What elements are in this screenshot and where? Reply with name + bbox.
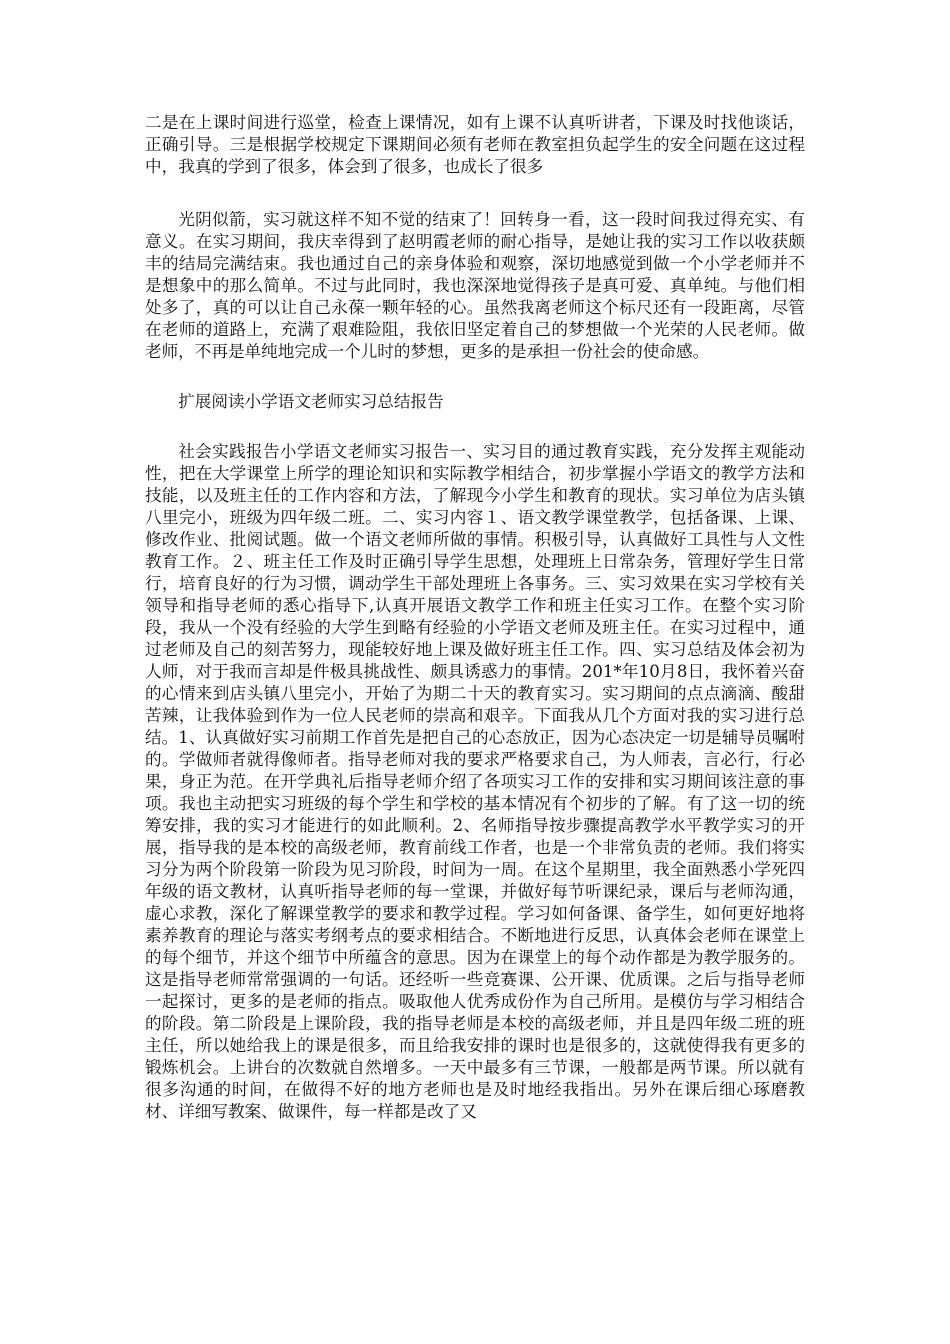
- paragraph-reflection: 光阴似箭，实习就这样不知不觉的结束了！回转身一看，这一段时间我过得充实、有意义。在实习期间，我庆幸得到了赵明霞老师的耐心指导，是她让我的实习工作以收获颇丰的结局完满结束。我也通过自己的亲身体验和观察，深切地感觉到做一个小学老师并不是想象中的那么简单。不过与此同时，我也深深地觉得孩子是真可爱、真单纯。与他们相处多了，真的可以让自己永葆一颗年轻的心。虽然我离老师这个标尺还有一段距离，尽管在老师的道路上，充满了艰难险阻，我依旧坚定着自己的梦想做一个光荣的人民老师。做老师，不再是单纯地完成一个儿时的梦想，更多的是承担一份社会的使命感。: [145, 210, 805, 361]
- paragraph-spacer: [145, 413, 805, 441]
- paragraph-spacer: [145, 363, 805, 391]
- paragraph-spacer: [145, 178, 805, 209]
- paragraph-inspection: 二是在上课时间进行巡堂，检查上课情况，如有上课不认真听讲者，下课及时找他谈话，正确引导。三是根据学校规定下课期间必须有老师在教室担负起学生的安全问题在这过程中，我真的学到了很多，体会到了很多，也成长了很多: [145, 113, 805, 176]
- paragraph-report: 社会实践报告小学语文老师实习报告一、实习目的通过教育实践，充分发挥主观能动性，把在大学课堂上所学的理论知识和实际教学相结合，初步掌握小学语文的教学方法和技能，以及班主任的工作内容和方法，了解现今小学生和教育的现状。实习单位为店头镇八里完小，班级为四年级二班。二、实习内容１、语文教学课堂教学，包括备课、上课、修改作业、批阅试题。做一个语文老师所做的事情。积极引导，认真做好工具性与人文性教育工作。２、班主任工作及时正确引导学生思想，处理班上日常杂务，管理好学生日常行，培育良好的行为习惯，调动学生干部处理班上各事务。三、实习效果在实习学校有关领导和指导老师的悉心指导下,认真开展语文教学工作和班主任实习工作。在整个实习阶段，我从一个没有经验的大学生到略有经验的小学语文老师及班主任。在实习过程中，通过老师及自己的刻苦努力，现能较好地上课及做好班主任工作。四、实习总结及体会初为人师，对于我而言却是件极具挑战性、颇具诱惑力的事情。201*年10月8日，我怀着兴奋的心情来到店头镇八里完小，开始了为期二十天的教育实习。实习期间的点点滴滴、酸甜苦辣，让我体验到作为一位人民老师的崇高和艰辛。下面我从几个方面对我的实习进行总结。1、认真做好实习前期工作首先是把自己的心态放正，因为心态决定一切是辅导员嘱咐的。学做师者就得像师者。指导老师对我的要求严格要求自己，为人师表，言必行，行必果，身正为范。在开学典礼后指导老师介绍了各项实习工作的安排和实习期间该注意的事项。我也主动把实习班级的每个学生和学校的基本情况有个初步的了解。有了这一切的统筹安排，我的实习才能进行的如此顺利。2、名师指导按步骤提高教学水平教学实习的开展，指导我的是本校的高级老师，教育前线工作者，也是一个非常负责的老师。我们将实习分为两个阶段第一阶段为见习阶段，时间为一周。在这个星期里，我全面熟悉小学死四年级的语文教材，认真听指导老师的每一堂课，并做好每节听课纪录，课后与老师沟通，虚心求教，深化了解课堂教学的要求和教学过程。学习如何备课、备学生，如何更好地将素养教育的理论与落实考纲考点的要求相结合。不断地进行反思，认真体会老师在课堂上的每个细节，并这个细节中所蕴含的意思。因为在课堂上的每个动作都是为教学服务的。这是指导老师常常强调的一句话。还经听一些竞赛课、公开课、优质课。之后与指导老师一起探讨，更多的是老师的指点。吸取他人优秀成份作为自己所用。是模仿与学习相结合的阶段。第二阶段是上课阶段，我的指导老师是本校的高级老师，并且是四年级二班的班主任，所以她给我上的课是很多，而且给我安排的课时也是很多的，这就使得我有更多的锻炼机会。上讲台的次数就自然增多。一天中最多有三节课，一般都是两节课。所以就有很多沟通的时间，在做得不好的地方老师也是及时地经我指出。另外在课后细心琢磨教材、详细写教案、做课件，每一样都是改了又: [145, 442, 805, 1121]
- document-body: [145, 112, 805, 1123]
- section-heading: 扩展阅读小学语文老师实习总结报告: [178, 392, 444, 411]
